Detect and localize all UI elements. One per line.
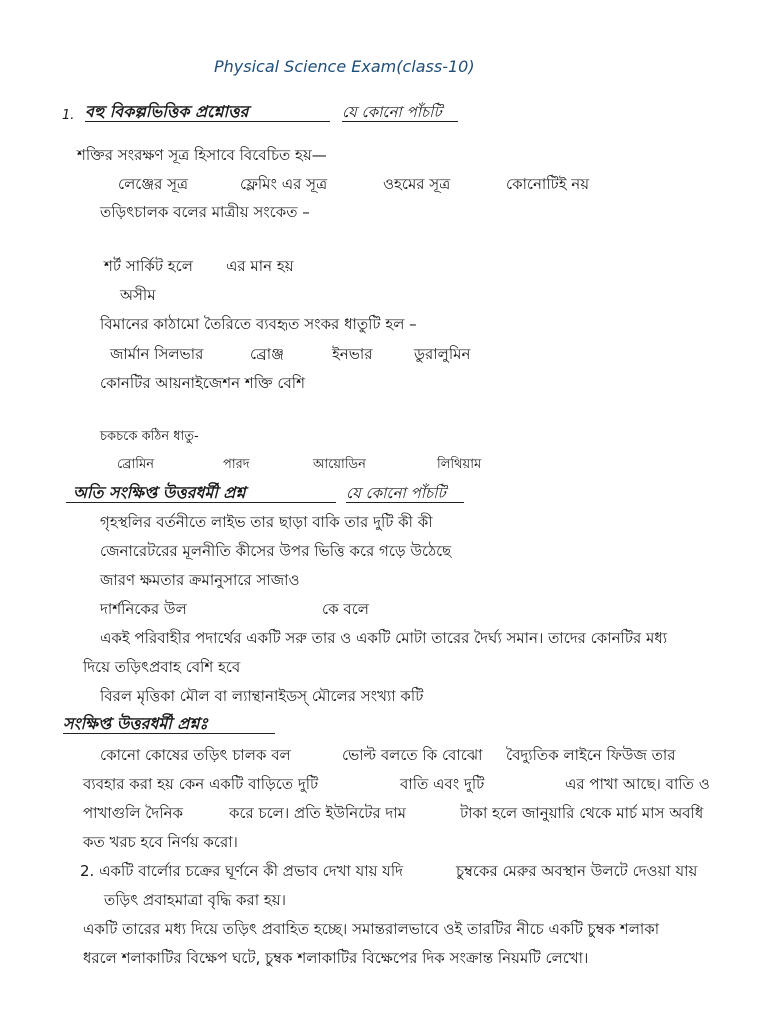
section1-instruction: যে কোনো পাঁচটি	[342, 103, 442, 121]
section3-question-2-part1: 2. একটি বার্লোর চক্রের ঘূর্ণনে কী প্রভাব দেখা যায় যদি	[80, 862, 403, 880]
section2-question-6: বিরল মৃত্তিকা মৌল বা ল্যান্থানাইডস্ মৌলের সংখ্যা কটি	[100, 687, 424, 705]
section2-heading-underline	[66, 502, 336, 503]
section2-question-5-line2: দিয়ে তড়িৎপ্রবাহ বেশি হবে	[83, 658, 241, 676]
q6-option-d: লিথিয়াম	[437, 457, 482, 472]
section3-line1-part2: ভোল্ট বলতে কি বোঝো	[342, 746, 483, 764]
section3-line1-part1: কোনো কোষের তড়িৎ চালক বল	[100, 746, 291, 764]
section2-question-2: জেনারেটরের মূলনীতি কীসের উপর ভিত্তি করে গড়ে উঠেছে	[100, 542, 452, 560]
section3-line2-part1: ব্যবহার করা হয় কেন একটি বাড়িতে দুটি	[83, 775, 319, 793]
q6-option-c: আয়োডিন	[313, 457, 366, 472]
section3-question-3-line1: একটি তারের মধ্য দিয়ে তড়িৎ প্রবাহিত হচ্ছে। সমান্তরালভাবে ওই তারটির নীচে একটি চুম্বক শলাকা	[83, 920, 660, 938]
section3-question-3-line2: ধরলে শলাকাটির বিক্ষেপ ঘটে, চুম্বক শলাকাটির বিক্ষেপের দিক সংক্রান্ত নিয়মটি লেখো।	[83, 949, 589, 967]
section3-line1-part3: বৈদ্যুতিক লাইনে ফিউজ তার	[506, 746, 676, 764]
section2-question-3: জারণ ক্ষমতার ক্রমানুসারে সাজাও	[100, 571, 300, 589]
section3-heading-underline	[63, 733, 275, 734]
q6-option-b: পারদ	[223, 457, 250, 472]
question-6: চকচকে কঠিন ধাতু-	[100, 429, 199, 444]
section2-instruction: যে কোনো পাঁচটি	[346, 484, 446, 502]
section2-question-4-part1: দার্শনিকের উল	[100, 600, 187, 618]
section2-question-1: গৃহস্থলির বর্তনীতে লাইভ তার ছাড়া বাকি তার দুটি কী কী	[100, 513, 433, 531]
section1-heading-underline	[85, 121, 330, 122]
section2-heading: অতি সংক্ষিপ্ত উত্তরধর্মী প্রশ্ন	[73, 483, 246, 502]
question-3-part2: এর মান হয়	[226, 257, 294, 275]
section3-question-2-line2: তড়িৎ প্রবাহমাত্রা বৃদ্ধি করা হয়।	[104, 891, 286, 909]
q3-option: অসীম	[120, 286, 156, 304]
question-4: বিমানের কাঠামো তৈরিতে ব্যবহৃত সংকর ধাতুটি হল –	[100, 315, 417, 333]
question-5: কোনটির আয়নাইজেশন শক্তি বেশি	[100, 374, 305, 392]
section2-question-5-line1: একই পরিবাহীর পদার্থের একটি সরু তার ও একটি মোটা তারের দৈর্ঘ্য সমান। তাদের কোনটির মধ্য	[100, 629, 668, 647]
section3-line3-part2: করে চলে। প্রতি ইউনিটের দাম	[229, 804, 406, 822]
section3-line3-part3: টাকা হলে জানুয়ারি থেকে মার্চ মাস অবধি	[460, 804, 704, 822]
q1-option-b: ফ্লেমিং এর সূত্র	[240, 175, 328, 193]
page-title: Physical Science Exam(class-10)	[214, 57, 475, 76]
question-3-part1: শর্ট সার্কিট হলে	[104, 257, 193, 275]
section1-heading: বহু বিকল্পভিত্তিক প্রশ্নোত্তর	[85, 102, 249, 121]
q1-option-a: লেঞ্জের সূত্র	[118, 175, 189, 193]
q4-option-d: ডুরালুমিন	[414, 345, 471, 363]
q6-option-a: ব্রোমিন	[117, 457, 154, 472]
q4-option-b: ব্রোঞ্জ	[250, 345, 284, 363]
question-2: তড়িৎচালক বলের মাত্রীয় সংকেত –	[100, 203, 310, 221]
section3-heading: সংক্ষিপ্ত উত্তরধর্মী প্রশ্নঃ	[63, 714, 208, 733]
q1-option-d: কোনোটিই নয়	[506, 175, 590, 193]
section3-line2-part2: বাতি এবং দুটি	[400, 775, 485, 793]
section2-instruction-underline	[346, 502, 464, 503]
q4-option-c: ইনভার	[332, 345, 373, 363]
section3-line4: কত খরচ হবে নির্ণয় করো।	[83, 833, 238, 851]
section1-instruction-underline	[342, 121, 458, 122]
section3-line2-part3: এর পাখা আছে। বাতি ও	[565, 775, 710, 793]
section2-question-4-part2: কে বলে	[322, 600, 369, 618]
section3-line3-part1: পাখাগুলি দৈনিক	[83, 804, 183, 822]
q1-option-c: ওহমের সূত্র	[383, 175, 451, 193]
section3-question-2-part2: চুম্বকের মেরুর অবস্থান উলটে দেওয়া যায়	[456, 862, 698, 880]
section1-number: 1.	[62, 108, 75, 123]
question-1: শক্তির সংরক্ষণ সূত্র হিসাবে বিবেচিত হয়—	[77, 146, 327, 164]
q4-option-a: জার্মান সিলভার	[110, 345, 204, 363]
